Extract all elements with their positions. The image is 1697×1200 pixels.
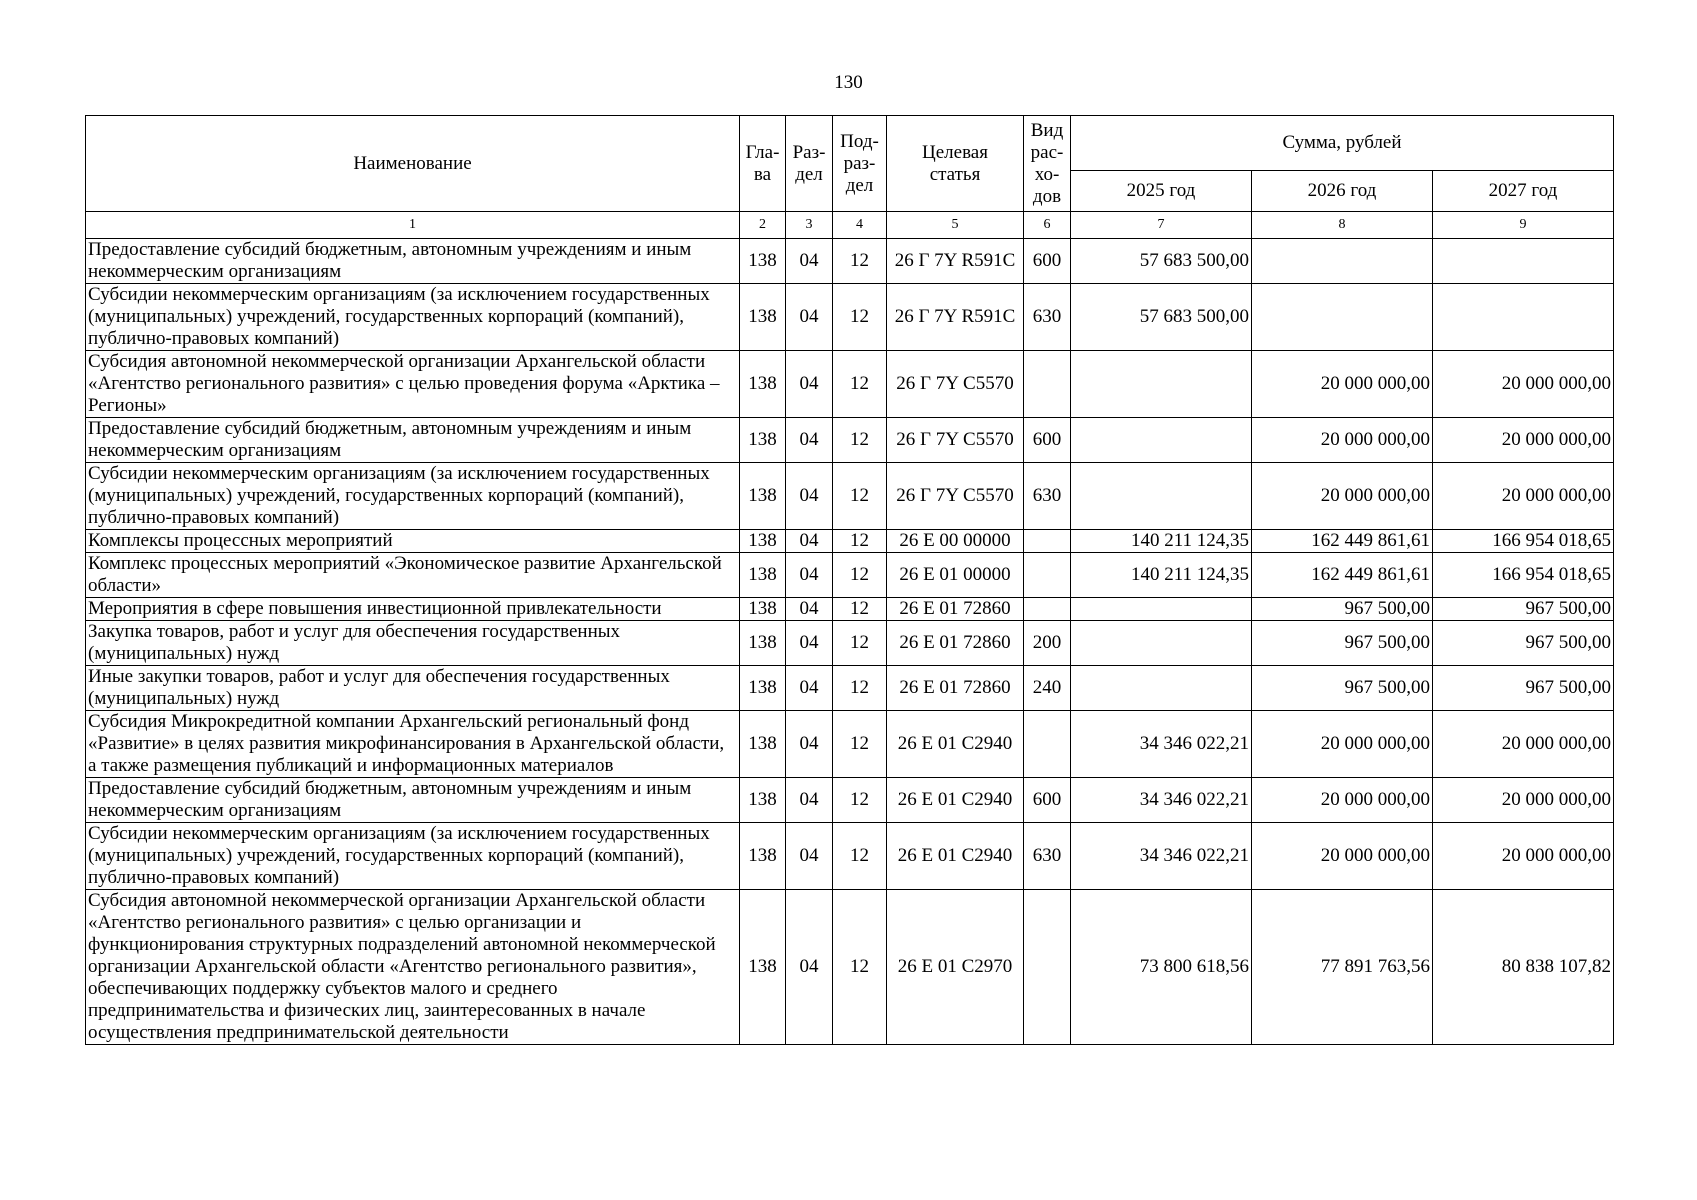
cell-sum-2025: 34 346 022,21: [1071, 711, 1252, 778]
table-row: [86, 239, 1614, 284]
cell-glava: 138: [740, 463, 786, 530]
header-razdel: Раз- дел: [786, 116, 833, 212]
page-number: 130: [834, 72, 863, 93]
cell-name: Предоставление субсидий бюджетным, автономным учреждениям и иным некоммерческим организациям: [86, 418, 740, 463]
cell-podrazdel: 12: [833, 418, 887, 463]
cell-name: Субсидии некоммерческим организациям (за исключением государственных (муниципальных) учреждений, государственных корпораций (компаний), публично-правовых компаний): [86, 284, 740, 351]
table-row: [86, 463, 1614, 530]
cell-sum-2027: 967 500,00: [1433, 598, 1614, 621]
cell-sum-2026: 20 000 000,00: [1252, 711, 1433, 778]
cell-tselevaya-statya: 26 Г 7Y C5570: [887, 351, 1024, 418]
cell-name: Мероприятия в сфере повышения инвестиционной привлекательности: [86, 598, 740, 621]
cell-tselevaya-statya: 26 Е 01 C2940: [887, 711, 1024, 778]
cell-razdel: 04: [786, 823, 833, 890]
cell-sum-2025: [1071, 418, 1252, 463]
column-number: 6: [1024, 212, 1071, 239]
cell-name: Субсидии некоммерческим организациям (за исключением государственных (муниципальных) учреждений, государственных корпораций (компаний), публично-правовых компаний): [86, 823, 740, 890]
cell-glava: 138: [740, 666, 786, 711]
cell-sum-2025: 57 683 500,00: [1071, 284, 1252, 351]
cell-tselevaya-statya: 26 Г 7Y C5570: [887, 418, 1024, 463]
cell-tselevaya-statya: 26 Е 01 72860: [887, 621, 1024, 666]
table-header: [86, 116, 1614, 239]
cell-sum-2025: [1071, 351, 1252, 418]
cell-glava: 138: [740, 778, 786, 823]
cell-tselevaya-statya: 26 Е 01 72860: [887, 666, 1024, 711]
column-number-row: [86, 212, 1614, 239]
cell-razdel: 04: [786, 463, 833, 530]
cell-name: Субсидии некоммерческим организациям (за исключением государственных (муниципальных) учреждений, государственных корпораций (компаний), публично-правовых компаний): [86, 463, 740, 530]
cell-sum-2025: 34 346 022,21: [1071, 778, 1252, 823]
cell-sum-2026: [1252, 239, 1433, 284]
cell-sum-2026: 20 000 000,00: [1252, 418, 1433, 463]
cell-tselevaya-statya: 26 Г 7Y R591C: [887, 239, 1024, 284]
column-number: 1: [86, 212, 740, 239]
cell-sum-2027: 20 000 000,00: [1433, 351, 1614, 418]
cell-vid-raskhodov: 630: [1024, 284, 1071, 351]
cell-podrazdel: 12: [833, 239, 887, 284]
cell-glava: 138: [740, 621, 786, 666]
cell-vid-raskhodov: [1024, 890, 1071, 1045]
cell-sum-2026: 20 000 000,00: [1252, 351, 1433, 418]
header-glava: Гла- ва: [740, 116, 786, 212]
cell-glava: 138: [740, 418, 786, 463]
cell-sum-2025: 57 683 500,00: [1071, 239, 1252, 284]
cell-sum-2027: 20 000 000,00: [1433, 823, 1614, 890]
cell-podrazdel: 12: [833, 666, 887, 711]
cell-sum-2027: 166 954 018,65: [1433, 553, 1614, 598]
cell-podrazdel: 12: [833, 530, 887, 553]
header-vid-raskhodov: Вид рас- хо- дов: [1024, 116, 1071, 212]
cell-sum-2025: [1071, 621, 1252, 666]
table-row: [86, 530, 1614, 553]
cell-sum-2026: 967 500,00: [1252, 598, 1433, 621]
table-row: [86, 598, 1614, 621]
table-row: [86, 711, 1614, 778]
header-year-2027: 2027 год: [1433, 171, 1614, 212]
header-summa: Сумма, рублей: [1071, 116, 1614, 171]
cell-podrazdel: 12: [833, 463, 887, 530]
cell-razdel: 04: [786, 778, 833, 823]
cell-vid-raskhodov: [1024, 598, 1071, 621]
cell-podrazdel: 12: [833, 823, 887, 890]
cell-sum-2025: 140 211 124,35: [1071, 530, 1252, 553]
table-row: [86, 666, 1614, 711]
cell-vid-raskhodov: [1024, 553, 1071, 598]
cell-razdel: 04: [786, 666, 833, 711]
cell-glava: 138: [740, 553, 786, 598]
cell-tselevaya-statya: 26 Е 01 72860: [887, 598, 1024, 621]
header-tselevaya-statya: Целевая статья: [887, 116, 1024, 212]
table-row: [86, 351, 1614, 418]
cell-razdel: 04: [786, 890, 833, 1045]
cell-podrazdel: 12: [833, 553, 887, 598]
cell-tselevaya-statya: 26 Е 01 C2940: [887, 778, 1024, 823]
cell-name: Предоставление субсидий бюджетным, автономным учреждениям и иным некоммерческим организациям: [86, 778, 740, 823]
table-row: [86, 890, 1614, 1045]
cell-sum-2027: 20 000 000,00: [1433, 711, 1614, 778]
column-number: 7: [1071, 212, 1252, 239]
cell-sum-2027: 80 838 107,82: [1433, 890, 1614, 1045]
cell-razdel: 04: [786, 621, 833, 666]
cell-razdel: 04: [786, 598, 833, 621]
cell-name: Субсидия автономной некоммерческой организации Архангельской области «Агентство регионального развития» с целью проведения форума «Арктика – Регионы»: [86, 351, 740, 418]
cell-sum-2025: 140 211 124,35: [1071, 553, 1252, 598]
cell-sum-2027: 20 000 000,00: [1433, 418, 1614, 463]
cell-vid-raskhodov: 630: [1024, 823, 1071, 890]
cell-vid-raskhodov: 630: [1024, 463, 1071, 530]
cell-vid-raskhodov: 200: [1024, 621, 1071, 666]
cell-tselevaya-statya: 26 Г 7Y C5570: [887, 463, 1024, 530]
cell-tselevaya-statya: 26 Е 01 00000: [887, 553, 1024, 598]
cell-glava: 138: [740, 351, 786, 418]
table-row: [86, 621, 1614, 666]
cell-name: Субсидия Микрокредитной компании Архангельский региональный фонд «Развитие» в целях развития микрофинансирования в Архангельской области, а также размещения публикаций и информационных материалов: [86, 711, 740, 778]
cell-sum-2026: [1252, 284, 1433, 351]
column-number: 4: [833, 212, 887, 239]
cell-sum-2027: [1433, 284, 1614, 351]
cell-sum-2026: 162 449 861,61: [1252, 553, 1433, 598]
cell-vid-raskhodov: 600: [1024, 418, 1071, 463]
header-year-2026: 2026 год: [1252, 171, 1433, 212]
cell-vid-raskhodov: 240: [1024, 666, 1071, 711]
cell-name: Субсидия автономной некоммерческой организации Архангельской области «Агентство регионального развития» с целью организации и функционирования структурных подразделений автономной некоммерческой организации Архангельской области «Агентство регионального развития», обеспечивающих поддержку субъектов малого и среднего предпринимательства и физических лиц, заинтересованных в начале осуществления предпринимательской деятельности: [86, 890, 740, 1045]
cell-podrazdel: 12: [833, 351, 887, 418]
cell-name: Закупка товаров, работ и услуг для обеспечения государственных (муниципальных) нужд: [86, 621, 740, 666]
cell-tselevaya-statya: 26 Е 00 00000: [887, 530, 1024, 553]
cell-sum-2027: 166 954 018,65: [1433, 530, 1614, 553]
cell-glava: 138: [740, 284, 786, 351]
cell-glava: 138: [740, 239, 786, 284]
cell-sum-2026: 77 891 763,56: [1252, 890, 1433, 1045]
column-number: 8: [1252, 212, 1433, 239]
cell-sum-2026: 20 000 000,00: [1252, 823, 1433, 890]
cell-razdel: 04: [786, 351, 833, 418]
cell-podrazdel: 12: [833, 598, 887, 621]
column-number: 2: [740, 212, 786, 239]
cell-sum-2025: 34 346 022,21: [1071, 823, 1252, 890]
cell-name: Комплексы процессных мероприятий: [86, 530, 740, 553]
cell-sum-2027: [1433, 239, 1614, 284]
cell-vid-raskhodov: [1024, 530, 1071, 553]
cell-podrazdel: 12: [833, 890, 887, 1045]
cell-name: Комплекс процессных мероприятий «Экономическое развитие Архангельской области»: [86, 553, 740, 598]
table-body: [86, 239, 1614, 1045]
column-number: 9: [1433, 212, 1614, 239]
table-row: [86, 284, 1614, 351]
cell-glava: 138: [740, 823, 786, 890]
cell-tselevaya-statya: 26 Е 01 C2970: [887, 890, 1024, 1045]
table-row: [86, 823, 1614, 890]
cell-name: Иные закупки товаров, работ и услуг для обеспечения государственных (муниципальных) нужд: [86, 666, 740, 711]
header-podrazdel: Под- раз- дел: [833, 116, 887, 212]
cell-podrazdel: 12: [833, 284, 887, 351]
column-number: 3: [786, 212, 833, 239]
cell-sum-2026: 20 000 000,00: [1252, 463, 1433, 530]
cell-razdel: 04: [786, 284, 833, 351]
header-name: Наименование: [86, 116, 740, 212]
cell-sum-2025: [1071, 598, 1252, 621]
cell-glava: 138: [740, 598, 786, 621]
cell-name: Предоставление субсидий бюджетным, автономным учреждениям и иным некоммерческим организациям: [86, 239, 740, 284]
cell-vid-raskhodov: [1024, 711, 1071, 778]
cell-razdel: 04: [786, 239, 833, 284]
cell-vid-raskhodov: 600: [1024, 778, 1071, 823]
header-year-2025: 2025 год: [1071, 171, 1252, 212]
cell-razdel: 04: [786, 418, 833, 463]
cell-sum-2025: [1071, 463, 1252, 530]
cell-vid-raskhodov: [1024, 351, 1071, 418]
cell-sum-2027: 967 500,00: [1433, 666, 1614, 711]
column-number: 5: [887, 212, 1024, 239]
table-row: [86, 553, 1614, 598]
cell-tselevaya-statya: 26 Г 7Y R591C: [887, 284, 1024, 351]
cell-razdel: 04: [786, 530, 833, 553]
cell-sum-2026: 20 000 000,00: [1252, 778, 1433, 823]
cell-sum-2026: 967 500,00: [1252, 621, 1433, 666]
cell-vid-raskhodov: 600: [1024, 239, 1071, 284]
cell-tselevaya-statya: 26 Е 01 C2940: [887, 823, 1024, 890]
budget-table: [85, 115, 1614, 1045]
cell-glava: 138: [740, 890, 786, 1045]
table-row: [86, 778, 1614, 823]
cell-sum-2027: 20 000 000,00: [1433, 778, 1614, 823]
cell-podrazdel: 12: [833, 621, 887, 666]
cell-sum-2027: 967 500,00: [1433, 621, 1614, 666]
cell-podrazdel: 12: [833, 711, 887, 778]
cell-glava: 138: [740, 530, 786, 553]
cell-razdel: 04: [786, 553, 833, 598]
cell-glava: 138: [740, 711, 786, 778]
cell-sum-2026: 967 500,00: [1252, 666, 1433, 711]
table-row: [86, 418, 1614, 463]
cell-sum-2025: [1071, 666, 1252, 711]
cell-sum-2026: 162 449 861,61: [1252, 530, 1433, 553]
cell-podrazdel: 12: [833, 778, 887, 823]
cell-razdel: 04: [786, 711, 833, 778]
cell-sum-2025: 73 800 618,56: [1071, 890, 1252, 1045]
cell-sum-2027: 20 000 000,00: [1433, 463, 1614, 530]
